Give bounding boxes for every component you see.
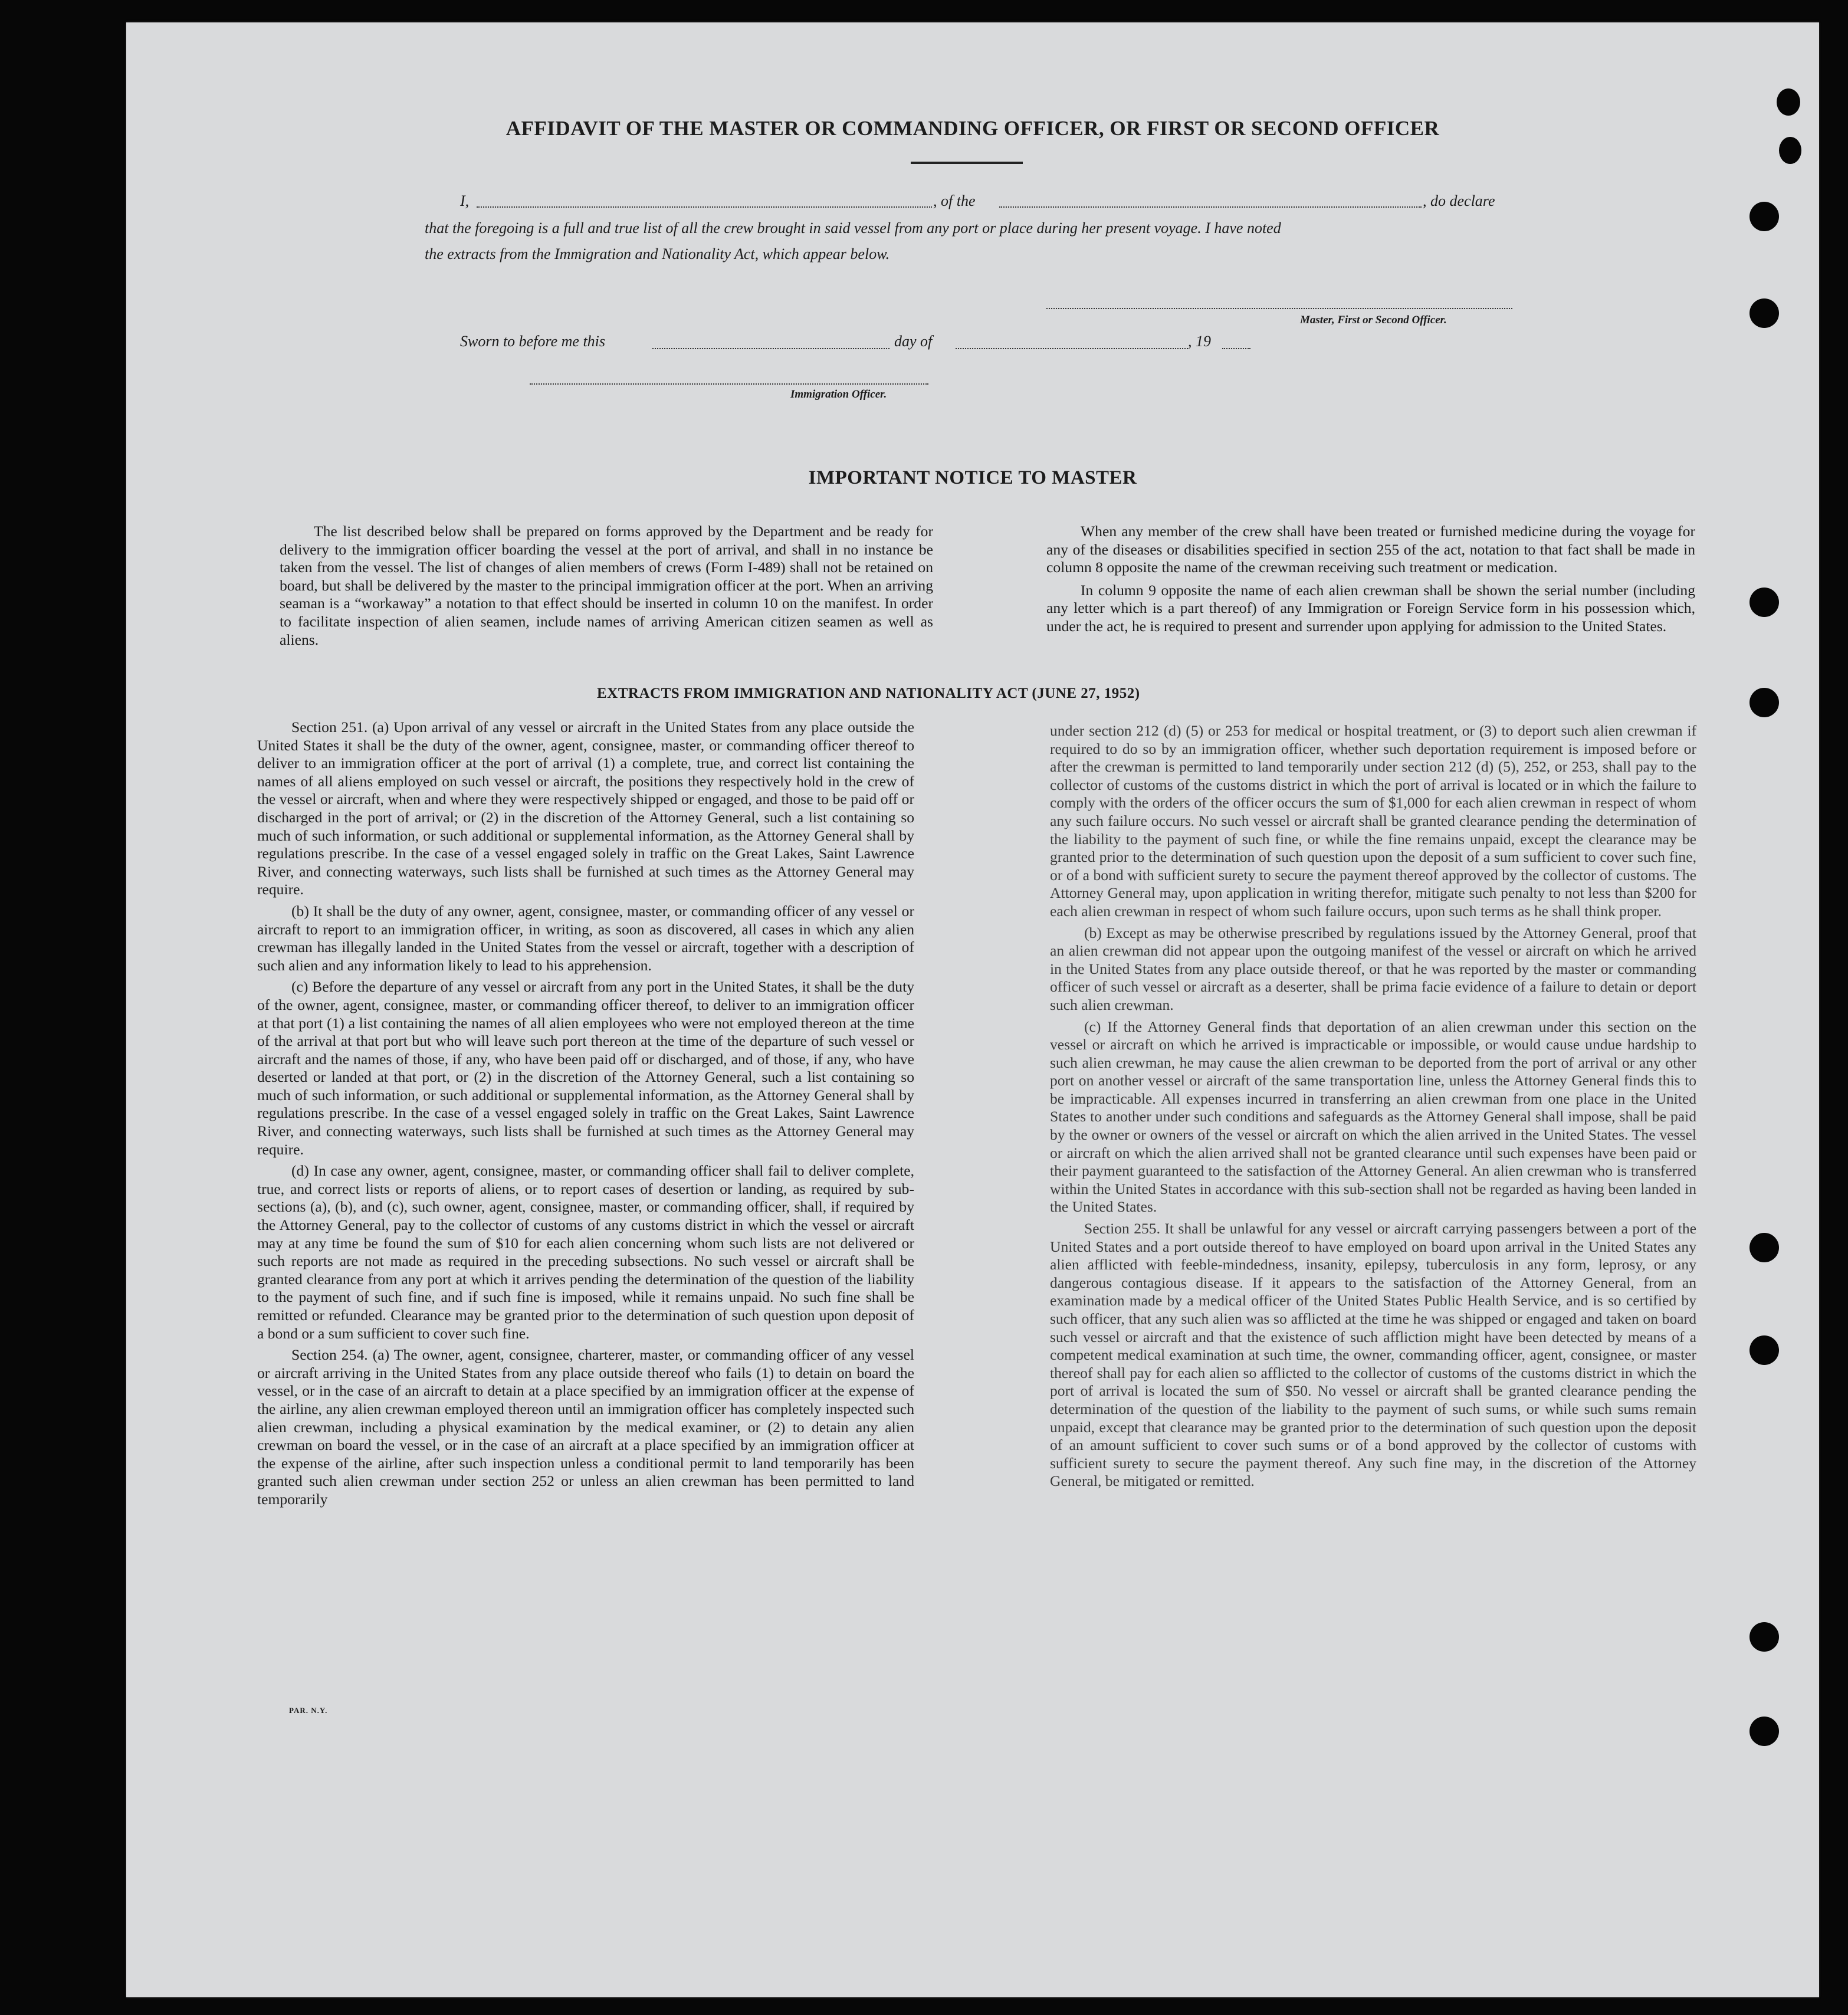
punch-hole (1749, 588, 1779, 617)
punch-hole (1749, 688, 1779, 717)
sworn-day-blank[interactable] (652, 348, 889, 349)
punch-hole (1749, 1717, 1779, 1746)
punch-hole (1749, 1233, 1779, 1262)
act-paragraph: (d) In case any owner, agent, consignee, master, or commanding officer shall fail to deliver complete, true, and correct lists or reports of aliens, or to report cases of desertion or landing, as required by sub-sections (a), (b), and (c), such owner, agent, consignee, master, or commanding officer, shall, if required by the Attorney General, pay to the collector of customs of any customs district in which the vessel or aircraft may at any time be found the sum of $10 for each alien concerning whom such lists are not delivered or such reports are not made as required in the preceding subsections. No such vessel or aircraft shall be granted clearance from any port at which it arrives pending the determination of the question of the liability to the payment of such fine, and if such fine is imposed, while it remains unpaid. No such fine shall be remitted or refunded. Clearance may be granted prior to the determination of such question upon deposit of a bond or a sum sufficient to cover such fine. (257, 1162, 914, 1342)
extracts-right-column (1050, 722, 1696, 1494)
notice-paragraph: In column 9 opposite the name of each alien crewman shall be shown the serial number (including any letter which is a part thereof) of any Immigration or Foreign Service form in his possession which, under the act, he is required to present and surrender upon applying for admission to the United States. (1046, 581, 1695, 635)
punch-hole (1779, 137, 1801, 164)
notice-right-column (1046, 523, 1695, 641)
sworn-month-blank[interactable] (956, 348, 1188, 349)
vessel-name-blank[interactable] (999, 206, 1422, 208)
sworn-label: Sworn to before me this (460, 333, 606, 350)
act-paragraph: (c) Before the departure of any vessel or aircraft from any port in the United States, it shall be the duty of the owner, agent, consignee, master, or commanding officer thereof, to deliver to an immigration officer at that port (1) a list containing the names of all alien employees who were not employed thereon at the time of the arrival at that port but who will leave such port thereon at the time of the departure of such vessel or aircraft and the names of those, if any, who have been paid off or discharged, and of those, if any, who have deserted or landed at that port, or (2) in the discretion of the Attorney General, such a list containing so much of such information, or such additional or supplemental information, as the Attorney General shall by regulations prescribe. In the case of a vessel engaged solely in traffic on the Great Lakes, Saint Lawrence River, and connecting waterways, such lists shall be furnished at such times as the Attorney General may require. (257, 978, 914, 1158)
extracts-left-column (257, 718, 914, 1512)
act-paragraph: (c) If the Attorney General finds that deportation of an alien crewman under this section on the vessel or aircraft on which he arrived is impracticable or impossible, or would cause undue hardship to such alien crewman, he may cause the alien crewman to be deported from the port of arrival or any other port on another vessel or aircraft of the same transportation line, unless the Attorney General finds this to be impracticable. All expenses incurred in transferring an alien crewman from one place in the United States to another under such conditions and safeguards as the Attorney General shall impose, shall be paid by the owner or owners of the vessel or aircraft on which the alien arrived in the United States. The vessel or aircraft on which the alien arrived shall not be granted clearance until such expenses have been paid or their payment guaranteed to the satisfaction of the Attorney General. An alien crewman who is transferred within the United States in accordance with this sub-section shall not be regarded as having been landed in the United States. (1050, 1018, 1696, 1216)
notice-paragraph: When any member of the crew shall have been treated or furnished medicine during the voyage for any of the diseases or disabilities specified in section 255 of the act, notation to that fact shall be made in column 8 opposite the name of the crewman receiving such treatment or medication. (1046, 523, 1695, 576)
declarant-i-label: I, (460, 192, 470, 209)
punch-hole (1749, 1622, 1779, 1652)
declarant-name-blank[interactable] (477, 206, 932, 208)
act-paragraph: (b) It shall be the duty of any owner, agent, consignee, master, or commanding officer of any vessel or aircraft to report to an immigration officer, in writing, as soon as discovered, all cases in which any alien crewman has illegally landed in the United States from the vessel or aircraft, together with a description of such alien and any information likely to lead to his apprehension. (257, 902, 914, 974)
punch-hole (1749, 1335, 1779, 1365)
do-declare-label: , do declare (1423, 192, 1495, 209)
affidavit-statement-line1: that the foregoing is a full and true list of all the crew brought in said vessel from any port or place during her present voyage. I have noted (425, 219, 1281, 237)
master-signature-caption: Master, First or Second Officer. (1300, 314, 1447, 326)
affidavit-title: AFFIDAVIT OF THE MASTER OR COMMANDING OFFICER, OR FIRST OR SECOND OFFICER (506, 117, 1440, 140)
extracts-title: EXTRACTS FROM IMMIGRATION AND NATIONALITY ACT (JUNE 27, 1952) (597, 685, 1140, 701)
act-paragraph: Section 254. (a) The owner, agent, consignee, charterer, master, or commanding officer of any vessel or aircraft arriving in the United States from any place outside thereof who fails (1) to detain on board the vessel, or in the case of an aircraft to detain at a place specified by an immigration officer at the expense of the airline, any alien crewman employed thereon until an immigration officer has completely inspected such alien crewman, including a physical examination by the medical examiner, or (2) to detain any alien crewman on board the vessel, or in the case of an aircraft at a place specified by an immigration officer at the expense of the airline, after such inspection unless a conditional permit to land temporarily has been granted such alien crewman under section 252 or unless an alien crewman has been permitted to land temporarily (257, 1346, 914, 1508)
punch-hole (1777, 88, 1800, 116)
vessel-of-the-label: , of the (933, 192, 976, 209)
notice-left-column (280, 523, 933, 654)
officer-signature-caption: Immigration Officer. (790, 388, 887, 401)
act-paragraph: under section 212 (d) (5) or 253 for medical or hospital treatment, or (3) to deport such alien crewman if required to do so by an immigration officer, whether such deportation requirement is imposed before or after the crewman is permitted to land temporarily under section 212 (d) (5), 252, or 253, shall pay to the collector of customs of the customs district in which the port of arrival is located or in which the failure to comply with the orders of the officer occurs the sum of $1,000 for each alien crewman in respect of whom any such failure occurs. No such vessel or aircraft shall be granted clearance pending the determination of the liability to the payment of such fine, or while the fine remains unpaid, except the clearance may be granted prior to the determination of such question upon the deposit of a sum sufficient to cover such fine, or of a bond with sufficient surety to secure the payment thereof approved by the collector of customs. The Attorney General may, upon application in writing therefor, mitigate such penalty to not less than $200 for each alien crewman in respect of whom such failure occurs, upon such terms as he shall think proper. (1050, 722, 1696, 920)
document-page (126, 22, 1819, 1997)
act-paragraph: Section 255. It shall be unlawful for any vessel or aircraft carrying passengers between a port of the United States and a port outside thereof to have employed on board upon arrival in the United States any alien afflicted with feeble-mindedness, insanity, epilepsy, tuberculosis in any form, leprosy, or any dangerous contagious disease. If it appears to the satisfaction of the Attorney General, from an examination made by a medical officer of the United States Public Health Service, and is so certified by such officer, that any such alien was so afflicted at the time he was shipped or engaged and taken on board such vessel or aircraft and that the existence of such affliction might have been detected by means of a competent medical examination at such time, the owner, commanding officer, agent, consignee, or master thereof shall pay for each alien so afflicted to the collector of customs of the customs district in which the port of arrival is located the sum of $50. No vessel or aircraft shall be granted clearance pending the determination of the question of the liability to the payment of such sums, or while such sums remain unpaid, except that clearance may be granted prior to the determination of such question upon the deposit of an amount sufficient to cover such sums or of a bond approved by the collector of customs with sufficient surety to secure the payment thereof. Any such fine may, in the discretion of the Attorney General, be mitigated or remitted. (1050, 1220, 1696, 1490)
notice-title: IMPORTANT NOTICE TO MASTER (808, 467, 1137, 488)
act-paragraph: Section 251. (a) Upon arrival of any vessel or aircraft in the United States from any place outside the United States it shall be the duty of the owner, agent, consignee, master, or commanding officer thereof to deliver to an immigration officer at the port of arrival (1) a complete, true, and correct list containing the names of all aliens employed on such vessel or aircraft, the positions they respectively hold in the crew of the vessel or aircraft, when and where they were respectively shipped or engaged, and those to be paid off or discharged in the port of arrival; or (2) in the discretion of the Attorney General, such a list containing so much of such information, or such additional or supplemental information, as the Attorney General shall by regulations prescribe. In the case of a vessel engaged solely in traffic on the Great Lakes, Saint Lawrence River, and connecting waterways, such lists shall be furnished at such times as the Attorney General may require. (257, 718, 914, 898)
day-of-label: day of (894, 333, 933, 350)
affidavit-statement-line2: the extracts from the Immigration and Nationality Act, which appear below. (425, 245, 890, 262)
year-label: , 19 (1188, 333, 1211, 350)
punch-hole (1749, 202, 1779, 231)
officer-signature-line[interactable] (530, 383, 928, 385)
title-rule (911, 162, 1023, 164)
act-paragraph: (b) Except as may be otherwise prescribed by regulations issued by the Attorney General, proof that an alien crewman did not appear upon the outgoing manifest of the vessel or aircraft on which he arrived in the United States from any place outside thereof, or that he was reported by the master or commanding officer of such vessel or aircraft as a deserter, shall be prima facie evidence of a failure to detain or deport such alien crewman. (1050, 924, 1696, 1013)
sworn-year-blank[interactable] (1222, 348, 1250, 349)
punch-hole (1749, 298, 1779, 328)
printer-mark: PAR. N.Y. (289, 1706, 328, 1715)
notice-paragraph: The list described below shall be prepared on forms approved by the Department and be ready for delivery to the immigration officer boarding the vessel at the port of arrival, and shall in no instance be taken from the vessel. The list of changes of alien members of crews (Form I-489) shall not be retained on board, but shall be delivered by the master to the principal immigration officer at the port. When an arriving seaman is a “workaway” a notation to that effect should be inserted in column 10 on the manifest. In order to facilitate inspection of alien seamen, include names of arriving American citizen seamen as well as aliens. (280, 523, 933, 648)
master-signature-line[interactable] (1046, 308, 1512, 309)
